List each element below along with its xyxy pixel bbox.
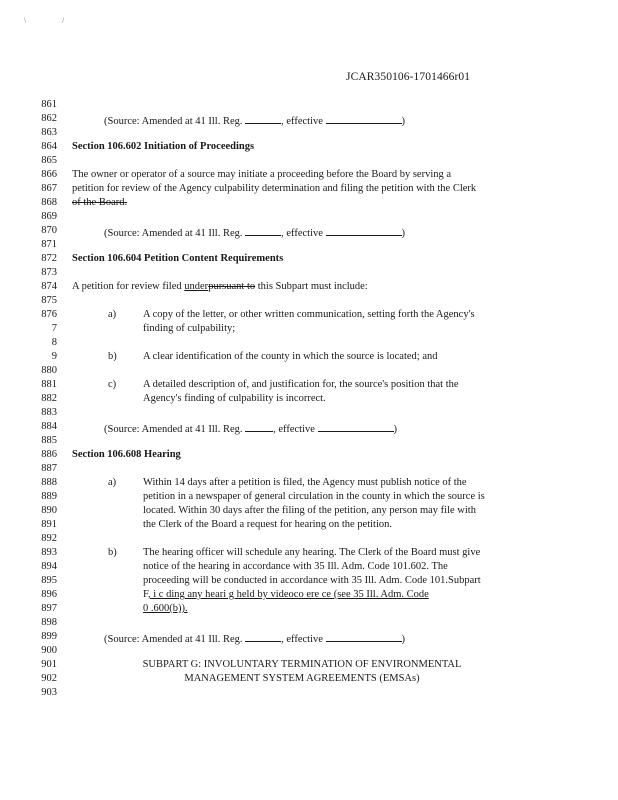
source-note: (Source: Amended at 41 Ill. Reg. , effective ) [104, 113, 405, 127]
line-number: 890 [41, 505, 57, 516]
item-text: the Clerk of the Board a request for hearing on the petition. [143, 519, 393, 530]
line-number: 865 [41, 155, 57, 166]
inserted-text: 0 .600(b)). [143, 603, 188, 614]
item-text: located. Within 30 days after the filing of the petition, any person may file with [143, 505, 476, 516]
inserted-text: under [184, 281, 209, 292]
line-number: 881 [41, 379, 57, 390]
item-text: A copy of the letter, or other written communication, setting forth the Agency's [143, 309, 475, 320]
line-number: 895 [41, 575, 57, 586]
line-number: 900 [41, 645, 57, 656]
source-note: (Source: Amended at 41 Ill. Reg. , effective ) [104, 225, 405, 239]
line-number: 872 [41, 253, 57, 264]
line-number: 867 [41, 183, 57, 194]
item-text: A detailed description of, and justification for, the source's position that the [143, 379, 459, 390]
item-text: proceeding will be conducted in accordance with 35 Ill. Adm. Code 101.Subpart [143, 575, 481, 586]
line-number: 898 [41, 617, 57, 628]
source-note: (Source: Amended at 41 Ill. Reg. , effective ) [104, 631, 405, 645]
item-text: F, i c ding any heari g held by videoco ere ce (see 35 Ill. Adm. Code [143, 589, 429, 600]
line-number: 883 [41, 407, 57, 418]
line-number: 901 [41, 659, 57, 670]
line-number: 9 [51, 351, 57, 362]
item-label: b) [108, 547, 117, 558]
scan-mark-left: \ [24, 16, 27, 25]
item-text: notice of the hearing in accordance with 35 Ill. Adm. Code 101.602. The [143, 561, 448, 572]
source-note: (Source: Amended at 41 Ill. Reg. , effective ) [104, 421, 397, 435]
body-text: The owner or operator of a source may initiate a proceeding before the Board by serving a [72, 169, 452, 180]
item-text: Within 14 days after a petition is filed, the Agency must publish notice of the [143, 477, 467, 488]
line-number: 868 [41, 197, 57, 208]
line-number: 899 [41, 631, 57, 642]
line-number: 7 [51, 323, 57, 334]
line-number: 864 [41, 141, 57, 152]
line-number: 896 [41, 589, 57, 600]
line-number: 894 [41, 561, 57, 572]
line-number: 866 [41, 169, 57, 180]
item-text: A clear identification of the county in which the source is located; and [143, 351, 438, 362]
line-number: 874 [41, 281, 57, 292]
line-number: 887 [41, 463, 57, 474]
subpart-title: SUBPART G: INVOLUNTARY TERMINATION OF ENVIRONMENTAL [142, 659, 462, 670]
line-number: 875 [41, 295, 57, 306]
line-number: 8 [51, 337, 57, 348]
line-number: 902 [41, 673, 57, 684]
line-number: 876 [41, 309, 57, 320]
line-number: 903 [41, 687, 57, 698]
line-number: 861 [41, 99, 57, 110]
body-text: A petition for review filed underpursuant to this Subpart must include: [72, 281, 368, 292]
line-number: 869 [41, 211, 57, 222]
line-number: 862 [41, 113, 57, 124]
item-text: finding of culpability; [143, 323, 236, 334]
deleted-text: of the Board. [72, 197, 128, 208]
section-heading: Section 106.602 Initiation of Proceedings [72, 141, 255, 152]
line-number: 870 [41, 225, 57, 236]
section-heading: Section 106.604 Petition Content Requirements [72, 253, 284, 264]
item-text: The hearing officer will schedule any hearing. The Clerk of the Board must give [143, 547, 481, 558]
line-number: 886 [41, 449, 57, 460]
item-text: petition in a newspaper of general circulation in the county in which the source is [143, 491, 485, 502]
line-number: 893 [41, 547, 57, 558]
item-text: Agency's finding of culpability is incorrect. [143, 393, 326, 404]
line-number: 892 [41, 533, 57, 544]
line-number: 891 [41, 519, 57, 530]
section-heading: Section 106.608 Hearing [72, 449, 181, 460]
line-number: 889 [41, 491, 57, 502]
line-number: 882 [41, 393, 57, 404]
line-number: 884 [41, 421, 57, 432]
line-number: 885 [41, 435, 57, 446]
item-label: c) [108, 379, 117, 390]
line-number: 873 [41, 267, 57, 278]
line-number: 888 [41, 477, 57, 488]
scan-mark-right: / [62, 16, 65, 25]
item-label: b) [108, 351, 117, 362]
line-number: 871 [41, 239, 57, 250]
line-number: 863 [41, 127, 57, 138]
inserted-text: , i c ding any heari g held by videoco ere ce (see 35 Ill. Adm. Code [148, 589, 429, 600]
line-number: 880 [41, 365, 57, 376]
document-id: JCAR350106-1701466r01 [346, 71, 471, 83]
deleted-text: pursuant to [208, 281, 256, 292]
body-text: petition for review of the Agency culpability determination and filing the petition with the Clerk [72, 183, 477, 194]
item-label: a) [108, 477, 117, 488]
subpart-title: MANAGEMENT SYSTEM AGREEMENTS (EMSAs) [184, 673, 420, 684]
item-label: a) [108, 309, 117, 320]
line-number: 897 [41, 603, 57, 614]
